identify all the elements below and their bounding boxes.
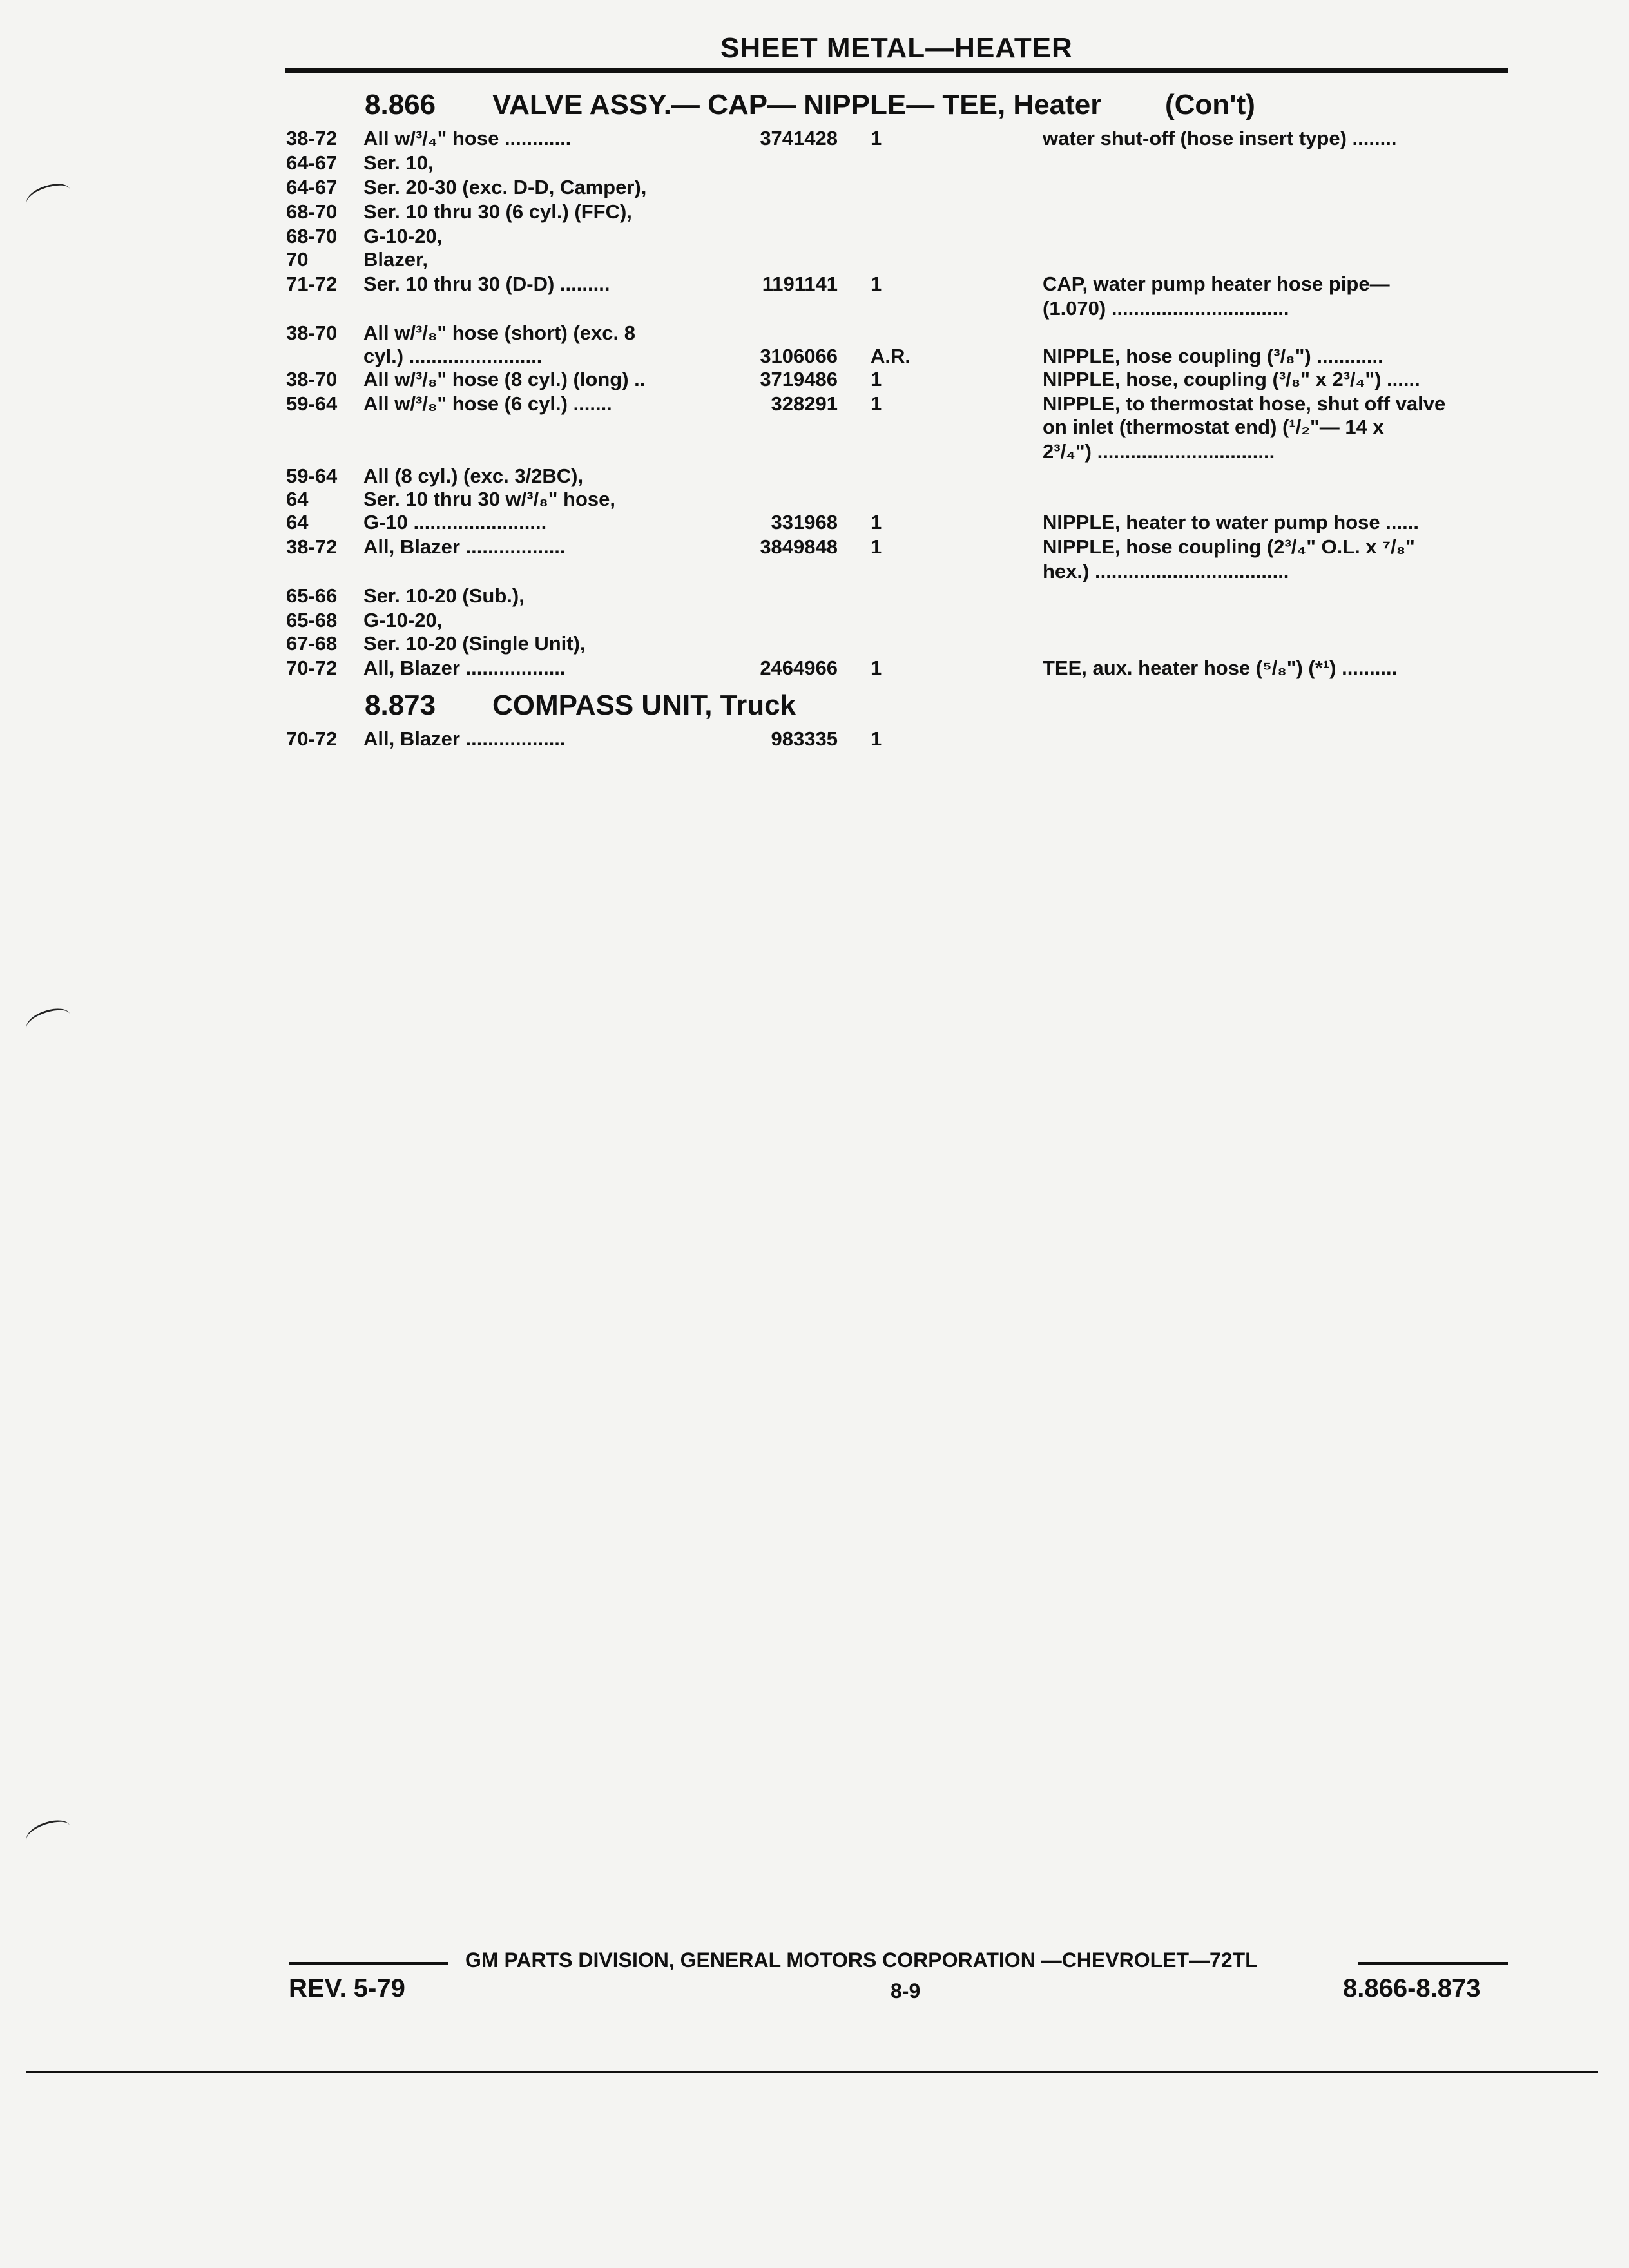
table-row bbox=[0, 296, 1629, 321]
row-year: 38-70 bbox=[286, 322, 338, 344]
page-header-title: SHEET METAL—HEATER bbox=[720, 32, 1073, 64]
row-year: 70 bbox=[286, 248, 309, 271]
row-part-number: 3741428 bbox=[760, 127, 838, 149]
table-row bbox=[0, 392, 1629, 416]
row-description: on inlet (thermostat end) (¹/₂"— 14 x bbox=[1043, 416, 1384, 438]
row-quantity: 1 bbox=[871, 392, 882, 415]
row-year: 68-70 bbox=[286, 225, 338, 247]
row-description: NIPPLE, to thermostat hose, shut off valve bbox=[1043, 392, 1446, 415]
row-part-number: 331968 bbox=[771, 511, 838, 533]
section-title-8873: COMPASS UNIT, Truck bbox=[492, 689, 796, 721]
row-year: 38-72 bbox=[286, 127, 338, 149]
row-part-number: 3719486 bbox=[760, 368, 838, 390]
table-row bbox=[0, 631, 1629, 656]
footer-revision: REV. 5-79 bbox=[289, 1974, 405, 2003]
row-application: Ser. 10 thru 30 w/³/₈" hose, bbox=[363, 488, 616, 510]
row-part-number: 2464966 bbox=[760, 657, 838, 679]
row-application: Ser. 10-20 (Single Unit), bbox=[363, 632, 586, 655]
footer-section-range: 8.866-8.873 bbox=[1343, 1974, 1481, 2003]
row-quantity: 1 bbox=[871, 273, 882, 295]
row-application: G-10-20, bbox=[363, 225, 443, 247]
row-application: All w/³/₈" hose (short) (exc. 8 bbox=[363, 322, 635, 344]
row-description: water shut-off (hose insert type) ........ bbox=[1043, 127, 1397, 149]
table-row bbox=[0, 151, 1629, 175]
table-row bbox=[0, 415, 1629, 439]
bottom-page-edge-rule bbox=[26, 2071, 1598, 2073]
section-cont-label: (Con't) bbox=[1165, 89, 1255, 120]
table-row bbox=[0, 464, 1629, 488]
footer-page-number: 8-9 bbox=[891, 1979, 921, 2003]
row-application: Ser. 10, bbox=[363, 151, 434, 174]
margin-mark bbox=[24, 1816, 73, 1850]
compass-quantity: 1 bbox=[871, 727, 882, 750]
footer-corporation: GM PARTS DIVISION, GENERAL MOTORS CORPORATION —CHEVROLET—72TL bbox=[465, 1948, 1258, 1972]
section-number-8866: 8.866 bbox=[365, 89, 436, 120]
compass-row bbox=[0, 727, 1629, 751]
row-part-number: 3849848 bbox=[760, 535, 838, 558]
footer-right-rule bbox=[1358, 1962, 1508, 1965]
header-rule bbox=[285, 68, 1508, 73]
row-application: Ser. 10 thru 30 (6 cyl.) (FFC), bbox=[363, 200, 632, 223]
row-year: 65-66 bbox=[286, 584, 338, 607]
margin-mark bbox=[24, 1004, 73, 1038]
row-application: Ser. 10 thru 30 (D-D) ......... bbox=[363, 273, 610, 295]
row-description: NIPPLE, hose coupling (2³/₄" O.L. x ⁷/₈" bbox=[1043, 535, 1415, 558]
table-row bbox=[0, 584, 1629, 608]
row-year: 67-68 bbox=[286, 632, 338, 655]
row-description: NIPPLE, hose coupling (³/₈") ............ bbox=[1043, 345, 1383, 367]
table-row bbox=[0, 321, 1629, 345]
footer-left-rule bbox=[289, 1962, 448, 1965]
row-part-number: 1191141 bbox=[762, 273, 838, 295]
row-application: G-10-20, bbox=[363, 609, 443, 631]
row-year: 64-67 bbox=[286, 151, 338, 174]
row-year: 70-72 bbox=[286, 657, 338, 679]
table-row bbox=[0, 224, 1629, 249]
row-quantity: 1 bbox=[871, 127, 882, 149]
table-row bbox=[0, 175, 1629, 200]
row-application: Blazer, bbox=[363, 248, 428, 271]
row-application: All w/³/₄" hose ............ bbox=[363, 127, 572, 149]
row-application: All w/³/₈" hose (8 cyl.) (long) .. bbox=[363, 368, 646, 390]
row-application: Ser. 10-20 (Sub.), bbox=[363, 584, 525, 607]
row-part-number: 3106066 bbox=[760, 345, 838, 367]
row-application: G-10 ........................ bbox=[363, 511, 547, 533]
row-description: NIPPLE, heater to water pump hose ...... bbox=[1043, 511, 1419, 533]
table-row bbox=[0, 439, 1629, 464]
row-year: 59-64 bbox=[286, 392, 338, 415]
table-row bbox=[0, 656, 1629, 680]
row-application: All, Blazer .................. bbox=[363, 657, 566, 679]
row-year: 64 bbox=[286, 511, 309, 533]
row-description: hex.) ................................... bbox=[1043, 560, 1289, 582]
row-quantity: A.R. bbox=[871, 345, 911, 367]
row-description: CAP, water pump heater hose pipe— bbox=[1043, 273, 1390, 295]
table-row bbox=[0, 608, 1629, 633]
row-year: 38-72 bbox=[286, 535, 338, 558]
row-description: 2³/₄") ................................ bbox=[1043, 440, 1275, 463]
row-application: All, Blazer .................. bbox=[363, 535, 566, 558]
table-row bbox=[0, 272, 1629, 296]
row-application: All (8 cyl.) (exc. 3/2BC), bbox=[363, 465, 584, 487]
table-row bbox=[0, 487, 1629, 512]
row-description: NIPPLE, hose, coupling (³/₈" x 2³/₄") ...... bbox=[1043, 368, 1420, 390]
table-row bbox=[0, 510, 1629, 535]
row-year: 65-68 bbox=[286, 609, 338, 631]
row-application: All w/³/₈" hose (6 cyl.) ....... bbox=[363, 392, 612, 415]
row-year: 59-64 bbox=[286, 465, 338, 487]
row-year: 64-67 bbox=[286, 176, 338, 198]
row-application: cyl.) ........................ bbox=[363, 345, 543, 367]
row-year: 71-72 bbox=[286, 273, 338, 295]
table-row bbox=[0, 559, 1629, 584]
table-row bbox=[0, 344, 1629, 369]
row-year: 38-70 bbox=[286, 368, 338, 390]
row-description: TEE, aux. heater hose (⁵/₈") (*¹) .......... bbox=[1043, 657, 1398, 679]
section-title-8866: VALVE ASSY.— CAP— NIPPLE— TEE, Heater bbox=[492, 89, 1102, 120]
table-row bbox=[0, 247, 1629, 272]
table-row bbox=[0, 200, 1629, 224]
row-description: (1.070) ................................ bbox=[1043, 297, 1289, 320]
table-row bbox=[0, 535, 1629, 559]
row-quantity: 1 bbox=[871, 368, 882, 390]
section-number-8873: 8.873 bbox=[365, 689, 436, 721]
compass-part-number: 983335 bbox=[771, 727, 838, 750]
table-row bbox=[0, 367, 1629, 392]
row-year: 64 bbox=[286, 488, 309, 510]
row-part-number: 328291 bbox=[771, 392, 838, 415]
row-quantity: 1 bbox=[871, 511, 882, 533]
row-quantity: 1 bbox=[871, 657, 882, 679]
row-application: Ser. 20-30 (exc. D-D, Camper), bbox=[363, 176, 647, 198]
row-year: 68-70 bbox=[286, 200, 338, 223]
row-quantity: 1 bbox=[871, 535, 882, 558]
table-row bbox=[0, 126, 1629, 151]
compass-year: 70-72 bbox=[286, 727, 338, 750]
compass-application: All, Blazer .................. bbox=[363, 727, 566, 750]
